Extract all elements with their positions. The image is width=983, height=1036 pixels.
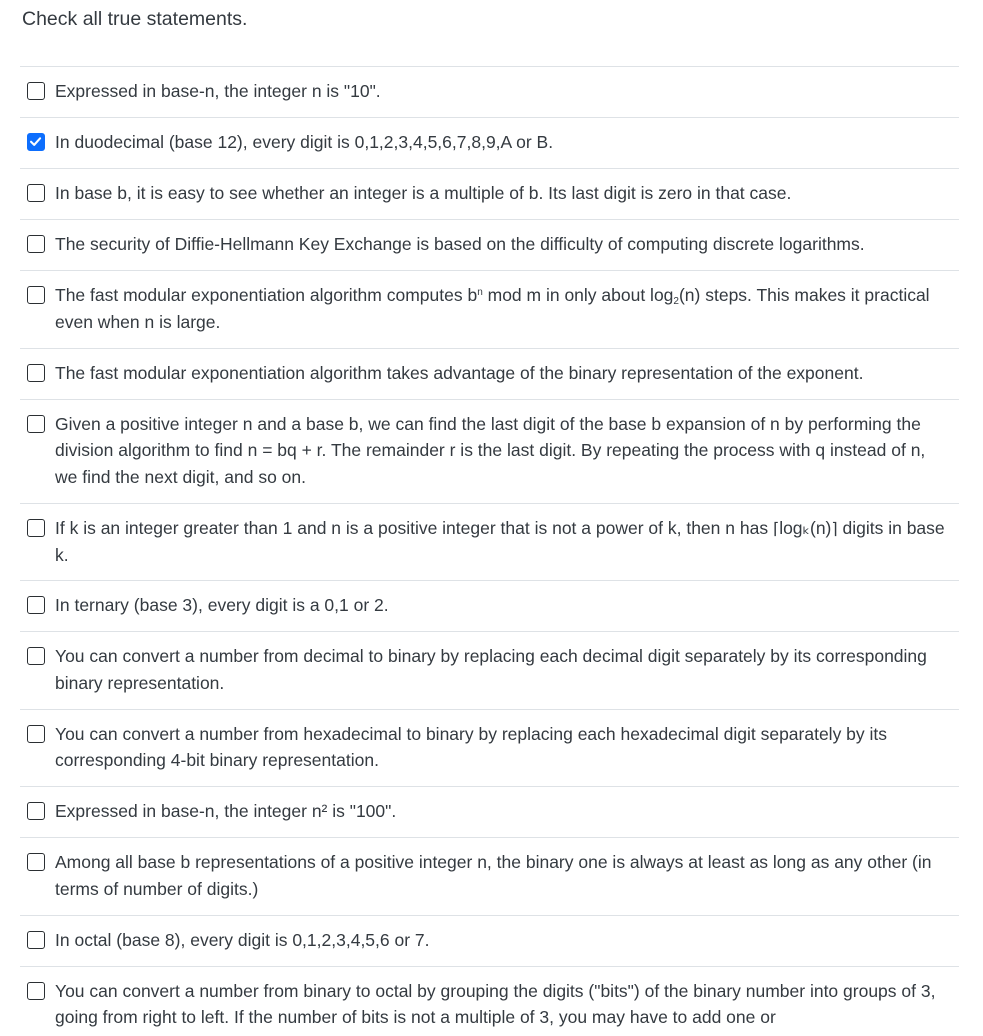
- option-6[interactable]: [20, 348, 959, 399]
- option-label: In duodecimal (base 12), every digit is 0,1,2,3,4,5,6,7,8,9,A or B.: [55, 132, 554, 152]
- option-label: Expressed in base-n, the integer n is "10".: [55, 81, 381, 101]
- checkmark-icon: [28, 134, 43, 149]
- option-10[interactable]: [20, 631, 959, 709]
- option-label: If k is an integer greater than 1 and n is a positive integer that is not a power of k, then n has ⌈logₖ(n)⌉ digits in base k.: [55, 517, 945, 565]
- option-label: You can convert a number from decimal to binary by replacing each decimal digit separately by its corresponding binary representation.: [55, 646, 927, 693]
- checkbox-15[interactable]: [27, 982, 45, 1000]
- checkbox-11[interactable]: [27, 725, 45, 743]
- checkbox-12[interactable]: [27, 802, 45, 820]
- checkbox-6[interactable]: [27, 364, 45, 382]
- checkbox-14[interactable]: [27, 931, 45, 949]
- checkbox-13[interactable]: [27, 853, 45, 871]
- option-label: You can convert a number from hexadecimal to binary by replacing each hexadecimal digit separately by its corresponding 4-bit binary representation.: [55, 723, 888, 770]
- checkbox-4[interactable]: [27, 235, 45, 253]
- option-label: Expressed in base-n, the integer n² is "100".: [55, 801, 397, 821]
- option-8[interactable]: [20, 503, 959, 581]
- option-label: The security of Diffie-Hellmann Key Exchange is based on the difficulty of computing discrete logarithms.: [55, 234, 865, 254]
- option-label: In ternary (base 3), every digit is a 0,1 or 2.: [55, 595, 389, 615]
- checkbox-8[interactable]: [27, 519, 45, 537]
- checkbox-5[interactable]: [27, 286, 45, 304]
- checkbox-9[interactable]: [27, 596, 45, 614]
- option-9[interactable]: [20, 580, 959, 631]
- option-13[interactable]: [20, 837, 959, 915]
- question-prompt: Check all true statements.: [22, 8, 248, 30]
- option-label: In octal (base 8), every digit is 0,1,2,3,4,5,6 or 7.: [55, 929, 430, 950]
- option-label: Given a positive integer n and a base b, we can find the last digit of the base b expansion of n by performing the division algorithm to find n = bq + r. The remainder r is the last digit. By repeating the process with q instead of n, we find the next digit, and so on.: [55, 413, 926, 487]
- option-7[interactable]: [20, 399, 959, 503]
- option-5[interactable]: [20, 270, 959, 348]
- option-label: You can convert a number from binary to octal by grouping the digits ("bits") of the binary number into groups of 3, going from right to left. If the number of bits is not a multiple of 3, you may have to add one or: [55, 980, 936, 1027]
- option-3[interactable]: [20, 168, 959, 219]
- checkbox-7[interactable]: [27, 415, 45, 433]
- answer-options: [20, 66, 959, 1036]
- option-4[interactable]: [20, 219, 959, 270]
- checkbox-10[interactable]: [27, 647, 45, 665]
- checkbox-2[interactable]: [27, 133, 45, 151]
- option-label: The fast modular exponentiation algorithm computes $b^n$ mod m in only about $\log_2(n)$ steps. This makes it practical even when n is large.: [55, 285, 930, 332]
- option-12[interactable]: [20, 786, 959, 837]
- option-label: Among all base b representations of a positive integer n, the binary one is always at least as long as any other (in terms of number of digits.): [55, 852, 932, 899]
- option-1[interactable]: [20, 66, 959, 117]
- option-15[interactable]: [20, 966, 959, 1036]
- option-label: In base b, it is easy to see whether an integer is a multiple of b. Its last digit is zero in that case.: [55, 183, 792, 203]
- checkbox-1[interactable]: [27, 82, 45, 100]
- option-2[interactable]: [20, 117, 959, 168]
- option-label: The fast modular exponentiation algorithm takes advantage of the binary representation of the exponent.: [55, 362, 864, 383]
- checkbox-3[interactable]: [27, 184, 45, 202]
- option-14[interactable]: [20, 915, 959, 966]
- option-11[interactable]: [20, 709, 959, 787]
